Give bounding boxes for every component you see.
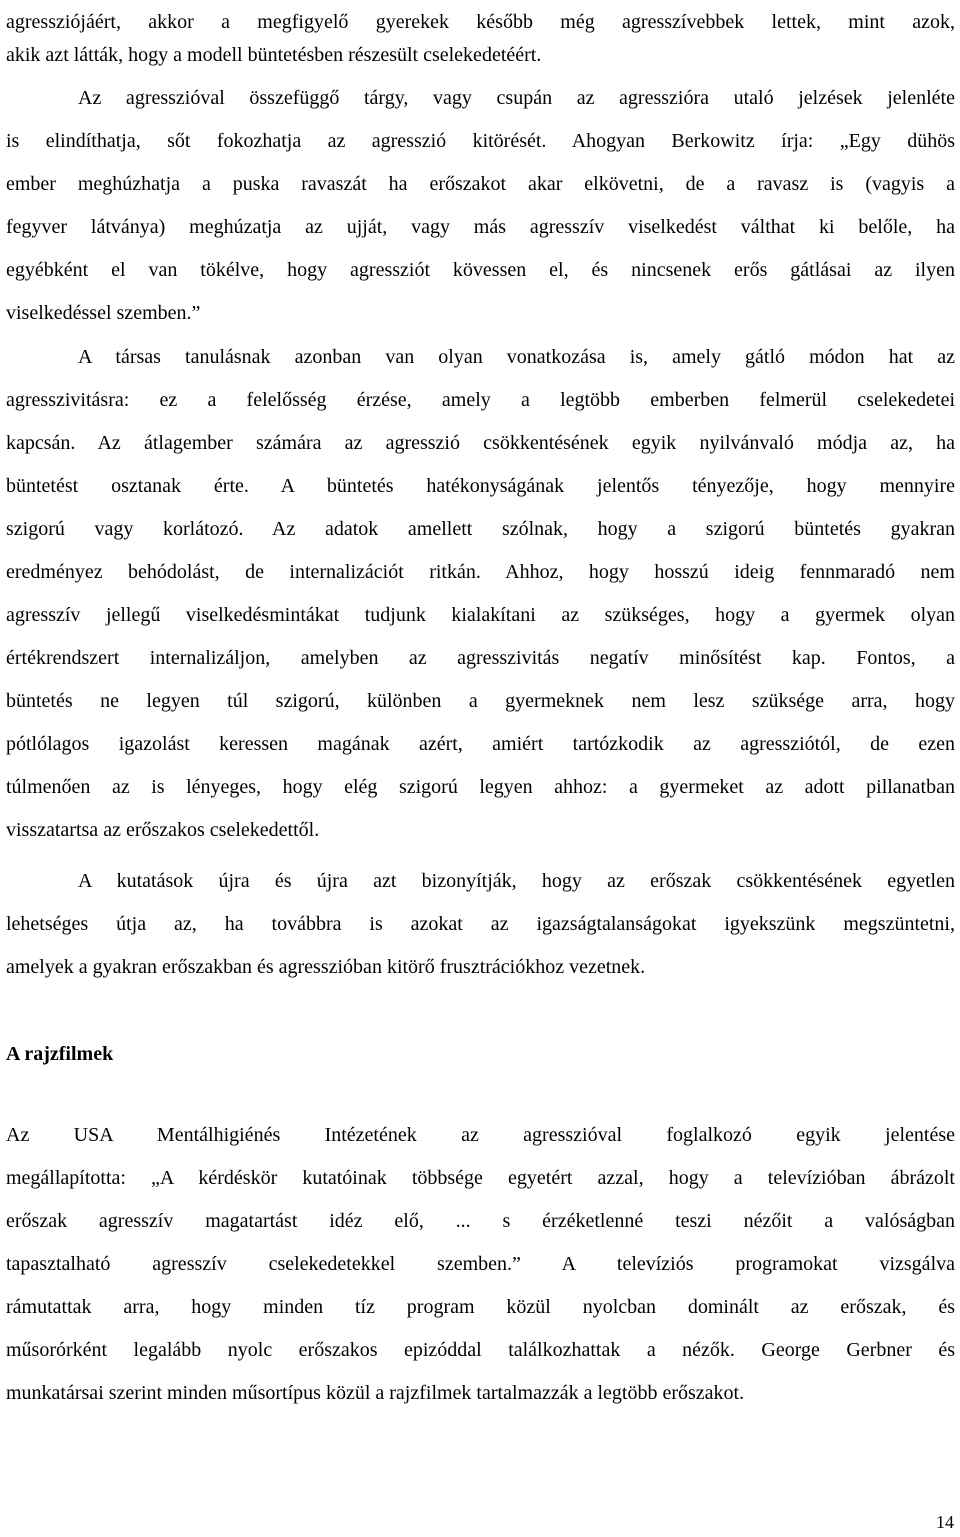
section-heading: A rajzfilmek <box>6 1043 114 1065</box>
text-line: Az agresszióval összefüggő tárgy, vagy csupán az agresszióra utaló jelzések jelenléte <box>78 87 955 109</box>
text-line: túlmenően az is lényeges, hogy elég szigorú legyen ahhoz: a gyermeket az adott pillanatban <box>6 776 955 798</box>
page-number: 14 <box>936 1512 954 1532</box>
text-line: agressziójáért, akkor a megfigyelő gyerekek később még agresszívebbek lettek, mint azok, <box>6 11 955 33</box>
text-line: Az USA Mentálhigiénés Intézetének az agresszióval foglalkozó egyik jelentése <box>6 1124 955 1146</box>
text-line: értékrendszert internalizáljon, amelyben az agresszivitás negatív minősítést kap. Fontos, a <box>6 647 955 669</box>
text-line: büntetés ne legyen túl szigorú, különben a gyermeknek nem lesz szüksége arra, hogy <box>6 690 955 712</box>
text-line: akik azt látták, hogy a modell büntetésben részesült cselekedetéért. <box>6 44 542 66</box>
text-line: A kutatások újra és újra azt bizonyítják, hogy az erőszak csökkentésének egyetlen <box>78 870 955 892</box>
text-line: visszatartsa az erőszakos cselekedettől. <box>6 819 320 841</box>
text-line: agresszív jellegű viselkedésmintákat tudjunk kialakítani az szükséges, hogy a gyermek olyan <box>6 604 955 626</box>
text-line: megállapította: „A kérdéskör kutatóinak többsége egyetért azzal, hogy a televízióban ábrázolt <box>6 1167 955 1189</box>
text-line: erőszak agresszív magatartást idéz elő, ... s érzéketlenné teszi nézőit a valóságban <box>6 1210 955 1232</box>
text-line: A társas tanulásnak azonban van olyan vonatkozása is, amely gátló módon hat az <box>78 346 955 368</box>
text-line: eredményez behódolást, de internalizációt ritkán. Ahhoz, hogy hosszú ideig fennmaradó nem <box>6 561 955 583</box>
text-line: egyébként el van tökélve, hogy agressziót kövessen el, és nincsenek erős gátlásai az ilyen <box>6 259 955 281</box>
text-line: munkatársai szerint minden műsortípus közül a rajzfilmek tartalmazzák a legtöbb erőszakot. <box>6 1382 745 1404</box>
text-line: lehetséges útja az, ha továbbra is azokat az igazságtalanságokat igyekszünk megszüntetni, <box>6 913 955 935</box>
text-line: amelyek a gyakran erőszakban és agresszióban kitörő frusztrációkhoz vezetnek. <box>6 956 646 978</box>
text-line: rámutattak arra, hogy minden tíz program közül nyolcban dominált az erőszak, és <box>6 1296 955 1318</box>
text-line: agresszivitásra: ez a felelősség érzése, amely a legtöbb emberben felmerül cselekedetei <box>6 389 955 411</box>
text-line: szigorú vagy korlátozó. Az adatok amellett szólnak, hogy a szigorú büntetés gyakran <box>6 518 955 540</box>
text-line: büntetést osztanak érte. A büntetés hatékonyságának jelentős tényezője, hogy mennyire <box>6 475 955 497</box>
text-line: műsorórként legalább nyolc erőszakos epizóddal találkozhattak a nézők. George Gerbner és <box>6 1339 955 1361</box>
text-line: pótlólagos igazolást keressen magának azért, amiért tartózkodik az agressziótól, de ezen <box>6 733 955 755</box>
text-line: ember meghúzhatja a puska ravaszát ha erőszakot akar elkövetni, de a ravasz is (vagyis a <box>6 173 955 195</box>
text-line: is elindíthatja, sőt fokozhatja az agresszió kitörését. Ahogyan Berkowitz írja: „Egy dühös <box>6 130 955 152</box>
text-line: kapcsán. Az átlagember számára az agresszió csökkentésének egyik nyilvánvaló módja az, ha <box>6 432 955 454</box>
text-line: viselkedéssel szemben.” <box>6 302 201 324</box>
text-line: tapasztalható agresszív cselekedetekkel szemben.” A televíziós programokat vizsgálva <box>6 1253 955 1275</box>
text-line: fegyver látványa) meghúzatja az ujját, vagy más agresszív viselkedést válthat ki belőle, ha <box>6 216 955 238</box>
